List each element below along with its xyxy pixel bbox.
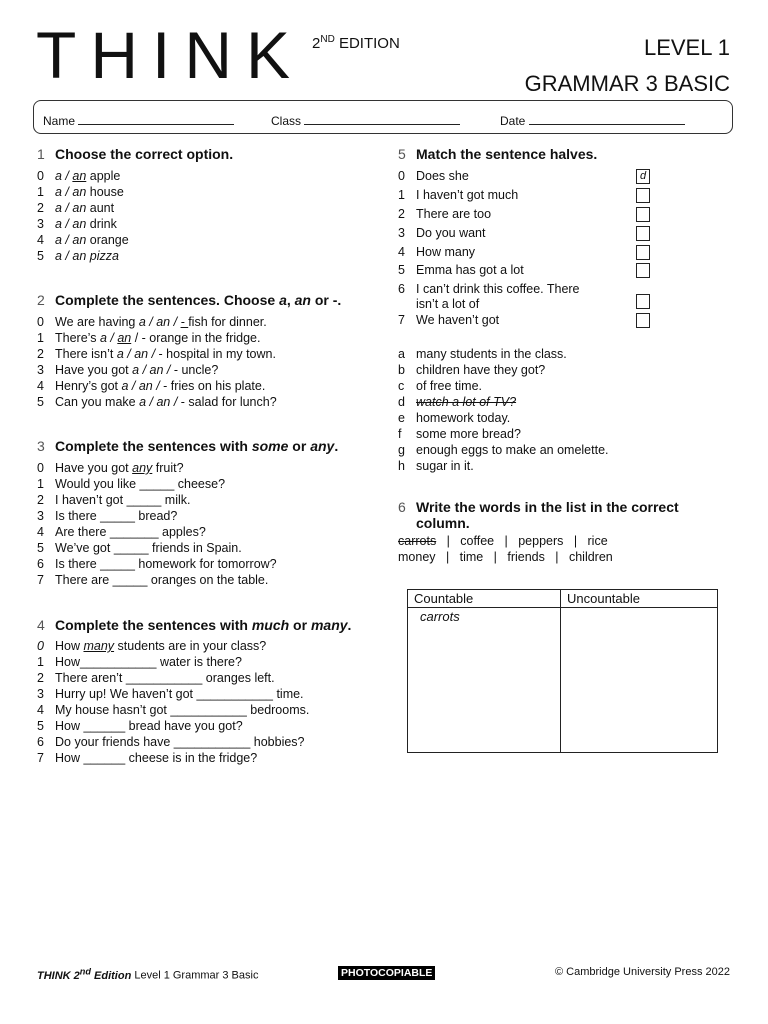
edition-label: 2ND EDITION [312,34,400,52]
s3-item-3: 3 Is there _____ bread? [37,509,178,523]
answer-box[interactable] [636,263,650,278]
section-1-title: 1 Choose the correct option. [37,146,234,162]
s1-item-0: 0 a / an apple [37,169,121,183]
section-5-title: 5 Match the sentence halves. [398,146,598,162]
s3-item-5: 5 We’ve got _____ friends in Spain. [37,541,242,555]
word-friends: friends [507,550,545,564]
s5-first-1: 1 I haven’t got much [398,188,519,202]
s5-second-g: g enough eggs to make an omelette. [398,443,609,457]
word-peppers: peppers [518,534,564,548]
s5-first-5: 5 Emma has got a lot [398,263,524,277]
answer-box[interactable]: d [636,169,650,184]
answer-box[interactable] [636,226,650,241]
s1-item-5: 5 a / an pizza [37,249,119,263]
s2-item-5: 5 Can you make a / an / - salad for lunch? [37,395,277,409]
countable-cell[interactable] [408,608,561,753]
think-logo: THINK [36,18,304,92]
s2-item-0: 0 We are having a / an / - fish for dinner. [37,315,267,329]
s5-second-h: h sugar in it. [398,459,474,473]
answer: an [117,331,132,345]
s3-item-4: 4 Are there _______ apples? [37,525,206,539]
answer-box[interactable] [636,294,650,309]
level-text: LEVEL 1 [643,35,730,60]
s5-first-4: 4 How many [398,245,476,259]
countable-table [407,589,718,753]
answer-box[interactable] [636,313,650,328]
section-4-title: 4 Complete the sentences with much or many. [37,617,352,633]
s4-item-2: 2 There aren’t ___________ oranges left. [37,671,275,685]
section-3-title: 3 Complete the sentences with some or any. [37,438,339,454]
word-list-line-2: money | time | friends | children [398,550,613,564]
photocopiable-badge: PHOTOCOPIABLE [338,966,435,980]
s3-item-7: 7 There are _____ oranges on the table. [37,573,269,587]
countable-header: Countable [408,590,561,608]
s4-item-5: 5 How ______ bread have you got? [37,719,243,733]
s5-second-f: f some more bread? [398,427,521,441]
s1-item-1: 1 a / an house [37,185,124,199]
footer-title: THINK 2nd Edition Level 1 Grammar 3 Basic [37,966,259,982]
answer: any [132,461,153,475]
s4-item-1: 1 How___________ water is there? [37,655,242,669]
unit-text: GRAMMAR 3 BASIC [524,71,730,96]
class-field[interactable]: Class [271,113,460,128]
answer: many [83,639,115,653]
level-heading [525,30,730,102]
answer: - [180,315,189,329]
s1-item-4: 4 a / an orange [37,233,129,247]
student-info-box [33,100,733,134]
s3-item-0: 0 Have you got any fruit? [37,461,184,475]
s5-second-a: a many students in the class. [398,347,567,361]
answer: an [72,169,87,183]
uncountable-header: Uncountable [561,590,718,608]
copyright: © Cambridge University Press 2022 [554,966,730,978]
s4-item-3: 3 Hurry up! We haven’t got ___________ time. [37,687,304,701]
name-field[interactable]: Name [43,113,234,128]
word-rice: rice [587,534,608,548]
answer-box[interactable] [636,207,650,222]
s5-second-c: c of free time. [398,379,482,393]
word-time: time [459,550,484,564]
s4-item-7: 7 How ______ cheese is in the fridge? [37,751,258,765]
word-carrots: carrots [398,534,437,548]
s5-second-e: e homework today. [398,411,511,425]
s5-first-7: 7 We haven’t got [398,313,500,327]
s2-item-4: 4 Henry’s got a / an / - fries on his plate. [37,379,266,393]
s3-item-6: 6 Is there _____ homework for tomorrow? [37,557,277,571]
s4-item-6: 6 Do your friends have ___________ hobbies? [37,735,305,749]
word-children: children [568,550,613,564]
s4-item-0: 0 How many students are in your class? [37,639,267,653]
s2-item-2: 2 There isn’t a / an / - hospital in my town. [37,347,276,361]
section-2-title: 2 Complete the sentences. Choose a, an or -. [37,292,342,308]
s5-first-3: 3 Do you want [398,226,486,240]
s5-first-6: 6 I can’t drink this coffee. There isn’t a lot of [398,282,580,311]
s3-item-2: 2 I haven’t got _____ milk. [37,493,191,507]
word-coffee: coffee [460,534,495,548]
date-field[interactable]: Date [500,113,685,128]
section-6-title: 6 Write the words in the list in the correct column. [398,499,679,531]
s5-second-b: b children have they got? [398,363,546,377]
word-list-line-1: carrots | coffee | peppers | rice [398,534,608,548]
s5-first-2: 2 There are too [398,207,492,221]
s3-item-1: 1 Would you like _____ cheese? [37,477,226,491]
answer-box[interactable] [636,245,650,260]
s1-item-2: 2 a / an aunt [37,201,115,215]
answer-box[interactable] [636,188,650,203]
s5-first-0: 0 Does she [398,169,469,183]
s2-item-3: 3 Have you got a / an / - uncle? [37,363,219,377]
s4-item-4: 4 My house hasn’t got ___________ bedrooms. [37,703,310,717]
s2-item-1: 1 There’s a / an / - orange in the fridge. [37,331,261,345]
word-money: money [398,550,436,564]
s1-item-3: 3 a / an drink [37,217,117,231]
uncountable-cell[interactable] [561,608,718,753]
s5-second-d: d watch a lot of TV? [398,395,517,409]
example-word: carrots [420,609,460,624]
